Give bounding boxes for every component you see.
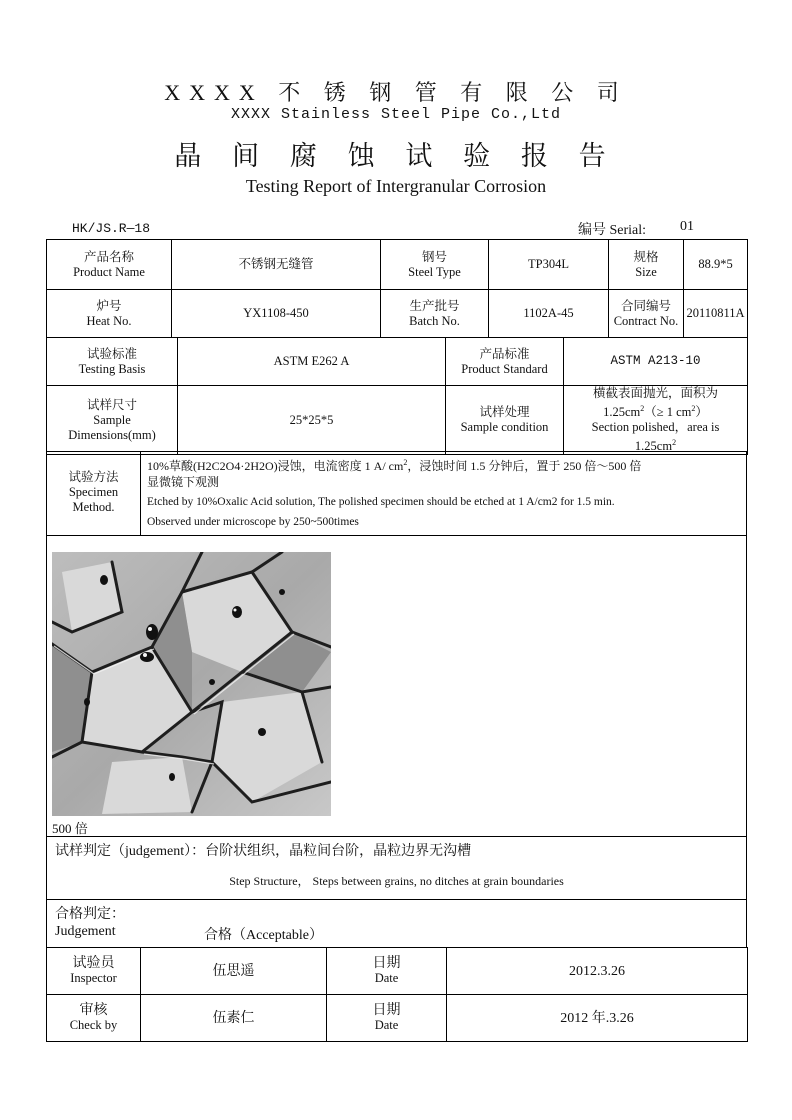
standards-row	[46, 337, 748, 386]
product-standard-value: ASTM A213-10	[564, 338, 748, 386]
batch-value: 1102A-45	[489, 290, 609, 338]
method-label-cell	[46, 451, 141, 536]
inspector-name: 伍思遥	[141, 948, 327, 995]
method-label-cn: 试验方法	[68, 470, 119, 484]
sample-condition-label: 试样处理 Sample condition	[446, 386, 564, 455]
inspector-date-label: 日期 Date	[327, 948, 447, 995]
heat-label: 炉号 Heat No.	[47, 290, 172, 338]
method-description	[140, 451, 747, 536]
serial-value: 01	[680, 219, 694, 234]
steel-type-label: 钢号 Steel Type	[381, 240, 489, 290]
judgement-line-en: Step Structure， Steps between grains, no ditches at grain boundaries	[229, 874, 564, 888]
method-line-4: Observed under microscope by 250~500times	[147, 516, 359, 528]
product-name-label: 产品名称 Product Name	[47, 240, 172, 290]
check-date: 2012 年.3.26	[447, 995, 748, 1042]
sample-dimensions-label: 试样尺寸 Sample Dimensions(mm)	[47, 386, 178, 455]
sample-dimensions-value: 25*25*5	[178, 386, 446, 455]
sample-row	[46, 385, 748, 455]
signature-table	[46, 947, 748, 1042]
product-name-value: 不锈钢无缝管	[172, 240, 381, 290]
qualification-label-en: Judgement	[55, 924, 116, 939]
method-label-en2: Method.	[72, 500, 115, 514]
micrograph-image	[52, 552, 331, 816]
judgement-line-cn: 试样判定（judgement）：台阶状组织，晶粒间台阶，晶粒边界无沟槽	[55, 844, 472, 859]
judgement-cell	[46, 836, 747, 900]
report-title-en: Testing Report of Intergranular Corrosion	[245, 176, 547, 196]
product-info-row	[46, 239, 748, 290]
size-label: 规格 Size	[609, 240, 684, 290]
check-label: 审核 Check by	[47, 995, 141, 1042]
heat-batch-row	[46, 289, 748, 338]
steel-type-value: TP304L	[489, 240, 609, 290]
method-line-2: 显微镜下观测	[147, 475, 220, 489]
document-number: HK/JS.R—18	[72, 221, 151, 236]
method-line-3: Etched by 10%Oxalic Acid solution, The polished specimen should be etched at 1 A/cm2 for 1.5 min.	[147, 496, 615, 508]
heat-value: YX1108-450	[172, 290, 381, 338]
sample-condition-value: 横截表面抛光，面积为 $1.25cm^2(\ge 1$ $cm^2$） Section polished，area is $1.25cm^2$	[564, 386, 748, 455]
contract-value: 20110811A	[684, 290, 748, 338]
method-line-1: 10%草酸(H2C2O4·2H2O)浸蚀，电流密度 1 A/ $cm^2$，浸蚀时间 1.5 分钟后，置于 250 倍～500 倍	[147, 458, 642, 473]
product-standard-label: 产品标准 Product Standard	[446, 338, 564, 386]
size-value: 88.9*5	[684, 240, 748, 290]
testing-basis-value: ASTM E262 A	[178, 338, 446, 386]
company-name-cn: XXXX 不 锈 钢 管 有 限 公 司	[164, 80, 628, 105]
inspector-date: 2012.3.26	[447, 948, 748, 995]
batch-label: 生产批号 Batch No.	[381, 290, 489, 338]
testing-basis-label: 试验标准 Testing Basis	[47, 338, 178, 386]
serial-label: 编号 Serial:	[578, 223, 647, 238]
qualification-label-cn: 合格判定：	[55, 907, 125, 922]
qualification-cell	[46, 899, 747, 948]
magnification-label: 500 倍	[52, 821, 88, 836]
contract-label: 合同编号 Contract No.	[609, 290, 684, 338]
qualification-value: 合格（Acceptable）	[204, 928, 323, 943]
check-name: 伍素仁	[141, 995, 327, 1042]
company-name-en: XXXX Stainless Steel Pipe Co.,Ltd	[230, 106, 562, 123]
inspector-label: 试验员 Inspector	[47, 948, 141, 995]
check-date-label: 日期 Date	[327, 995, 447, 1042]
report-title-cn: 晶 间 腐 蚀 试 验 报 告	[174, 141, 618, 171]
method-label-en1: Specimen	[68, 485, 119, 499]
